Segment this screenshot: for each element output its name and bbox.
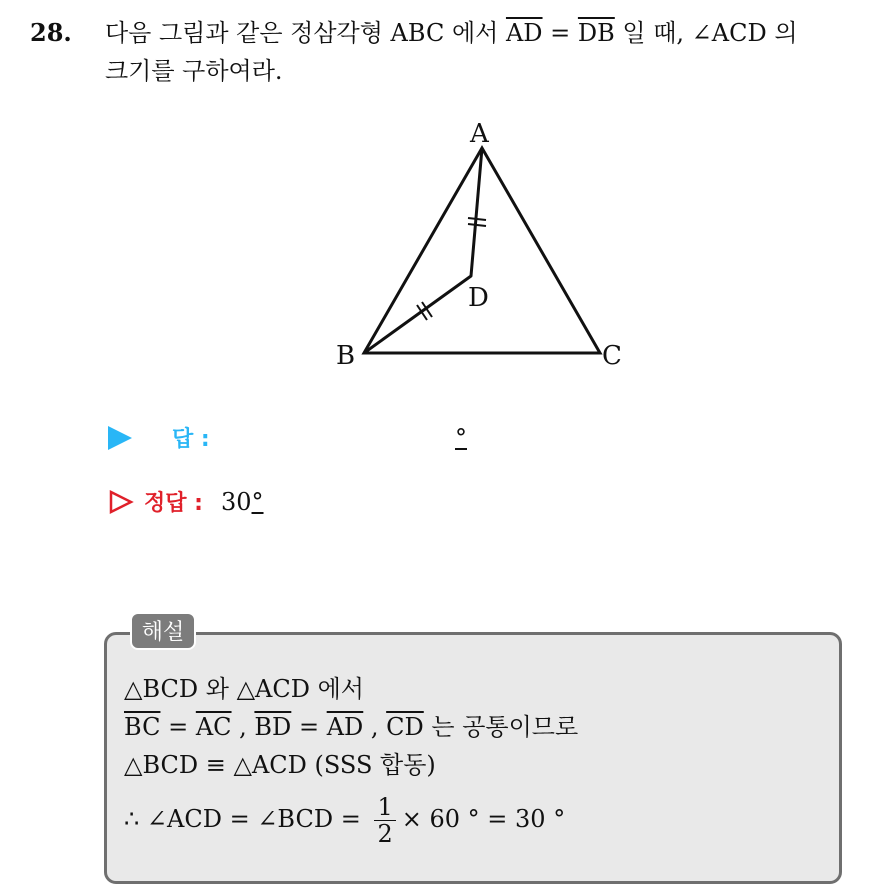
solution-tag: 해설: [130, 612, 196, 650]
equals-sign: =: [291, 713, 327, 741]
answer-blank-unit: °: [455, 424, 467, 452]
segment-cd: $\overline{CD}$: [386, 713, 424, 741]
triangle-diagram: [330, 118, 630, 380]
question-text-line2: 크기를 구하여라.: [105, 57, 283, 85]
question-text: [105, 14, 870, 90]
common-text: 는 공통이므로: [423, 713, 579, 741]
solution-line-3: △BCD ≡ △ACD (SSS 합동): [124, 751, 436, 779]
question-number: 28.: [30, 18, 72, 47]
answer-label: 답 :: [172, 427, 210, 452]
question-text-part: 다음 그림과 같은 정삼각형 ABC 에서: [105, 19, 506, 47]
triangle-figure: [330, 118, 630, 380]
solution-line-4: [124, 794, 578, 847]
solution-line-1: △BCD 와 △ACD 에서: [124, 675, 364, 703]
equals-sign: =: [160, 713, 196, 741]
correct-answer-label: 정답 :: [144, 491, 203, 516]
segment-bd: $\overline{BD}$: [254, 713, 292, 741]
correct-answer-value: [221, 488, 264, 516]
comma: ,: [363, 713, 387, 741]
correct-value-number: 30: [220, 487, 252, 516]
segment-ac: $\overline{AC}$: [195, 713, 232, 741]
equals-sign: =: [542, 19, 578, 47]
vertex-label-c: C: [602, 341, 622, 371]
angle-equation-suffix: × 60 ° = 30 °: [401, 805, 566, 833]
comma: ,: [231, 713, 255, 741]
correct-answer-row: [108, 486, 264, 517]
solution-content: [124, 670, 578, 847]
answer-row: [108, 422, 210, 453]
segment-bc: $\overline{BC}$: [124, 713, 161, 741]
fraction-one-half: [374, 794, 395, 847]
vertex-label-b: B: [336, 341, 356, 371]
outline-triangle-icon: [108, 489, 134, 515]
correct-value-unit: °: [251, 487, 264, 516]
triangle-abc: [364, 148, 600, 353]
segment-db: $\overline{DB}$: [577, 19, 615, 47]
vertex-label-d: D: [468, 283, 489, 313]
fraction-numerator: 1: [374, 794, 395, 821]
fraction-denominator: 2: [377, 820, 393, 848]
solution-line-2: [124, 708, 578, 746]
filled-triangle-icon: [108, 426, 132, 450]
problem-statement: [30, 14, 870, 90]
question-text-part: 일 때, ∠ACD 의: [614, 19, 798, 47]
segment-ad-solution: $\overline{AD}$: [326, 713, 364, 741]
angle-equation-prefix: ∴ ∠ACD = ∠BCD =: [124, 805, 369, 833]
vertex-label-a: A: [470, 119, 489, 149]
segment-ad: $\overline{AD}$: [505, 19, 543, 47]
